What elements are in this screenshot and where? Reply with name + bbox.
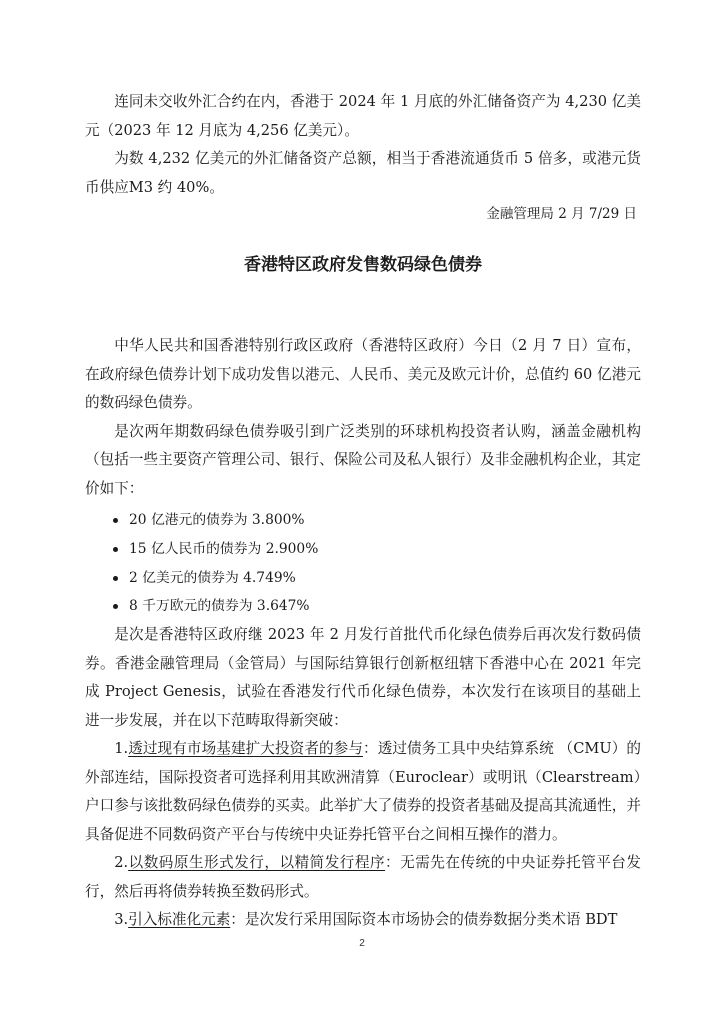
point-1-body: ：透过债务工具中央结算系统 （CMU）的外部连结，国际投资者可选择利用其欧洲清算（Euroclear）或明讯（Clearstream）户口参与该批数码绿色债券的买卖。此举扩大了债券的投资者基础及提高其流通性，并具备促进不同数码资产平台与传统中央证券托管平台之间相互操作的潜力。 [85,740,641,843]
paragraph-background: 是次是香港特区政府继 2023 年 2 月发行首批代币化绿色债券后再次发行数码债券。香港金融管理局（金管局）与国际结算银行创新枢纽辖下香港中心在 2021 年完成 Project Genesis，试验在香港发行代币化绿色债券，本次发行在该项目的基础上进一步发展，并在以下范畴取得新突破： [85,626,641,729]
pricing-list [85,506,641,621]
paragraph-reserves-1: 连同未交收外汇合约在内，香港于 2024 年 1 月底的外汇储备资产为 4,230 亿美元（2023 年 12 月底为 4,256 亿美元）。 [85,93,641,139]
point-3-heading: 引入标准化元素 [128,911,231,929]
signature-line: 金融管理局 2 月 7/29 日 [486,206,637,222]
paragraph-reserves-2: 为数 4,232 亿美元的外汇储备资产总额，相当于香港流通货币 5 倍多，或港元货币供应M3 约 40%。 [85,150,641,196]
document-body [85,88,641,935]
point-1-heading: 透过现有市场基建扩大投资者的参与 [128,740,364,758]
point-3-number: 3. [114,911,129,929]
point-1 [85,735,641,849]
point-2-heading: 以数码原生形式发行，以精简发行程序 [128,854,386,872]
paragraph-intro: 中华人民共和国香港特别行政区政府（香港特区政府）今日（2 月 7 日）宣布，在政府绿色债券计划下成功发售以港元、人民币、美元及欧元计价，总值约 60 亿港元的数码绿色债券。 [85,337,641,411]
point-3 [85,906,641,935]
point-2-number: 2. [114,854,129,872]
point-1-number: 1. [114,740,129,758]
point-2-body: ：无需先在传统的中央证券托管平台发行，然后再将债券转换至数码形式。 [85,854,641,900]
pricing-item-hkd: 20 亿港元的债券为 3.800% [111,506,641,535]
paragraph-investors: 是次两年期数码绿色债券吸引到广泛类别的环球机构投资者认购，涵盖金融机构（包括一些主要资产管理公司、银行、保险公司及私人银行）及非金融机构企业，其定价如下： [85,422,641,497]
point-3-body: ：是次发行采用国际资本市场协会的债券数据分类术语 BDT [230,911,618,929]
pricing-item-rmb: 15 亿人民币的债券为 2.900% [111,535,641,564]
point-2 [85,849,641,906]
page-number: 2 [359,938,365,949]
press-release-title: 香港特区政府发售数码绿色债券 [244,255,482,275]
pricing-item-eur: 8 千万欧元的债券为 3.647% [111,592,641,621]
pricing-item-usd: 2 亿美元的债券为 4.749% [111,564,641,593]
